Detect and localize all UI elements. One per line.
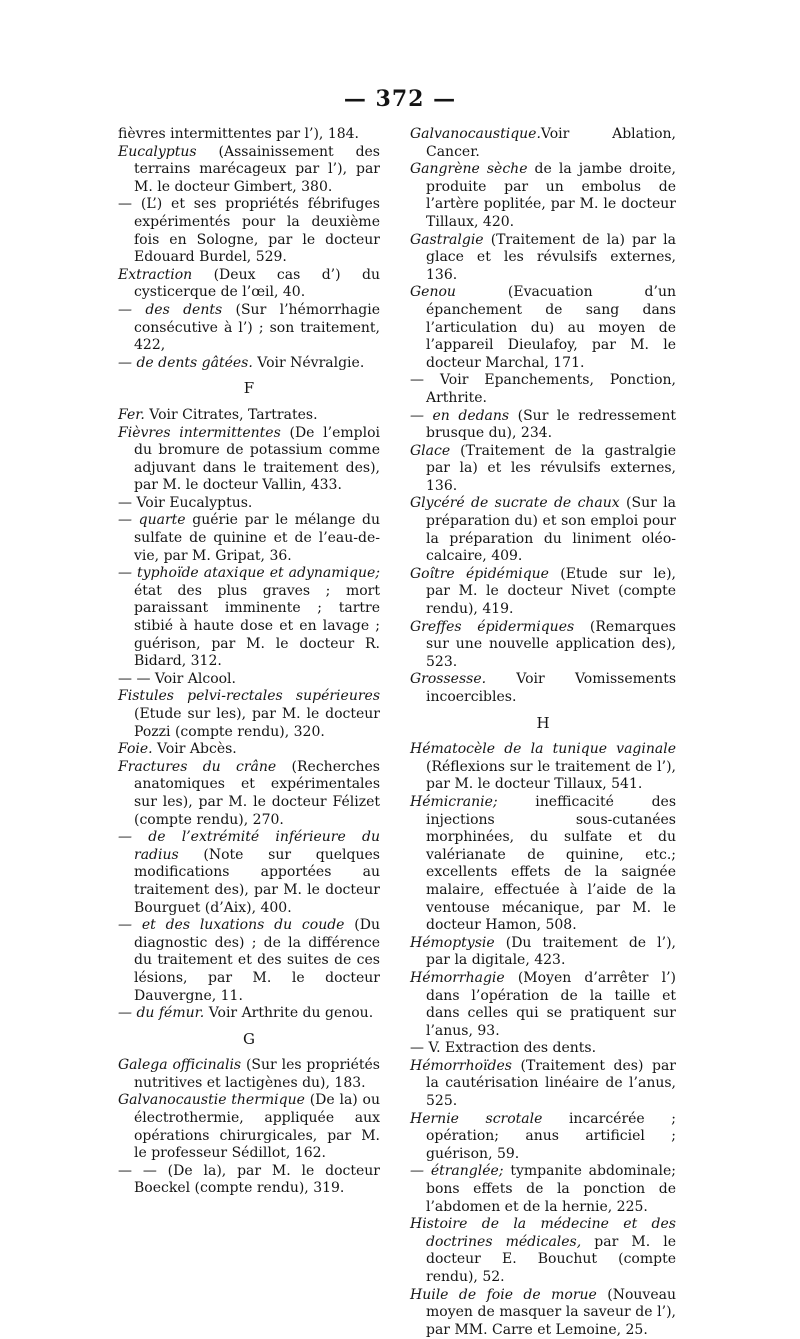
entry-term: Hémorrhoïdes	[410, 1057, 512, 1074]
entry-term: Gastralgie	[410, 231, 484, 248]
entry-text: de la jambe droite, produite par un embolus de l’artère poplitée, par M. le docteur Tillaux, 420.	[426, 161, 676, 230]
index-entry	[118, 917, 380, 1005]
entry-term: Hémorrhagie	[410, 969, 505, 986]
entry-text: Voir Névralgie.	[252, 354, 365, 371]
entry-term: Huile de foie de morue	[410, 1286, 597, 1303]
entry-text: (Traitement de la gastralgie par la) et les révulsifs externes, 136.	[426, 442, 676, 494]
entry-text: état des plus graves ; mort paraissant imminente ; tartre stibié à haute dose et en lavage ; guérison, par M. le docteur R. Bidard, 312.	[134, 582, 380, 670]
entry-text: (Sur la préparation du) et son emploi pour la préparation du liniment oléo-calcaire, 409.	[426, 495, 676, 565]
index-entry	[410, 408, 676, 443]
entry-term: Fractures du crâne	[118, 758, 277, 775]
entry-text: (Nouveau moyen de masquer la saveur de l’), par MM. Carre et Lemoine, 25.	[426, 1286, 676, 1338]
page-number: — 372 —	[343, 86, 457, 112]
entry-text: (Du diagnostic des) ; de la différence du traitement et des suites de ces lésions, par M. le docteur Dauvergne, 11.	[134, 917, 380, 1004]
section-letter: H	[536, 713, 550, 732]
entry-term: — en dedans	[410, 407, 510, 424]
entry-term: Greffes épidermiques	[410, 618, 575, 635]
index-entry	[410, 232, 676, 285]
entry-term: Grossesse.	[410, 671, 487, 688]
entry-term: — du fémur.	[118, 1005, 205, 1022]
index-entry	[118, 512, 380, 565]
entry-term: — de dents gâtées.	[118, 354, 253, 371]
entry-term: Fer.	[118, 406, 145, 423]
entry-text: (Sur les propriétés nutritives et lactigènes du), 183.	[134, 1057, 380, 1091]
entry-text: (Evacuation d’un épanchement de sang dans l’articulation du) au moyen de l’appareil Dieulafoy, par M. le docteur Marchal, 171.	[426, 284, 676, 371]
index-entry	[118, 495, 380, 513]
entry-text: Voir Ablation, Cancer.	[426, 126, 676, 160]
entry-text: guérie par le mélange du sulfate de quinine et de l’eau-de-vie, par M. Gripat, 36.	[134, 512, 380, 564]
index-entry	[410, 443, 676, 496]
index-entry	[118, 1163, 380, 1198]
index-entry	[410, 619, 676, 672]
entry-term: Genou	[410, 284, 456, 301]
index-entry	[410, 1287, 676, 1339]
index-entry	[410, 566, 676, 619]
entry-text: (Remarques sur une nouvelle application des), 523.	[426, 618, 676, 670]
entry-text: (Note sur quelques modifications apportées au traitement des), par M. le docteur Bourguet (d’Aix), 400.	[134, 846, 380, 916]
entry-term: Galvanocaustie thermique	[118, 1092, 305, 1109]
entry-text: (Recherches anatomiques et expérimentales sur les), par M. le docteur Félizet (compte rendu), 270.	[134, 758, 380, 828]
index-column-right	[410, 126, 676, 1339]
entry-term: Hématocèle de la tunique vaginale	[410, 741, 676, 758]
entry-text: tympanite abdominale; bons effets de la ponction de l’abdomen et de la hernie, 225.	[426, 1163, 676, 1215]
index-entry	[410, 372, 676, 407]
index-entry	[118, 671, 380, 689]
section-letter: F	[243, 379, 255, 398]
entry-text: (Réflexions sur le traitement de l’), par M. le docteur Tillaux, 541.	[426, 758, 676, 793]
entry-term: — quarte	[118, 512, 186, 529]
index-entry	[410, 1040, 676, 1058]
entry-term: Galvanocaustique.	[410, 126, 541, 142]
entry-term: Histoire de la médecine et des doctrines médicales,	[410, 1216, 676, 1250]
index-entry	[118, 407, 380, 425]
index-entry	[410, 1058, 676, 1111]
entry-text: Voir Abcès.	[152, 741, 237, 758]
index-column-left	[118, 126, 380, 1198]
index-entry	[118, 759, 380, 829]
entry-term: Goître épidémique	[410, 565, 549, 582]
entry-text: (Sur l’hémorrhagie consécutive à l’) ; son traitement, 422,	[134, 301, 380, 354]
entry-text: (Etude sur les), par M. le docteur Pozzi (compte rendu), 320.	[134, 706, 380, 740]
index-entry	[118, 302, 380, 355]
entry-text: (Deux cas d’) du cysticerque de l’œil, 40.	[134, 266, 380, 301]
entry-text: — Voir Eucalyptus.	[118, 494, 253, 511]
entry-text: (Moyen d’arrêter l’) dans l’opération de la taille et dans celles qui se pratiquent sur l’anus, 93.	[426, 969, 676, 1039]
entry-term: Foie.	[118, 741, 153, 758]
index-entry	[410, 495, 676, 565]
entry-text: (Traitement des) par la cautérisation linéaire de l’anus, 525.	[426, 1057, 676, 1110]
entry-term: Hémicranie;	[410, 793, 498, 810]
index-entry	[410, 935, 676, 970]
entry-text: (De l’emploi du bromure de potassium comme adjuvant dans le traitement des), par M. le docteur Vallin, 433.	[134, 424, 380, 494]
index-entry	[118, 565, 380, 671]
index-entry	[410, 671, 676, 706]
entry-text: — Voir Epanchements, Ponction, Arthrite.	[410, 372, 676, 406]
index-entry	[118, 355, 380, 373]
entry-text: (Traitement de la) par la glace et les révulsifs externes, 136.	[426, 231, 676, 283]
entry-term: Galega officinalis	[118, 1057, 242, 1074]
index-entry	[118, 425, 380, 495]
entry-text: Voir Citrates, Tartrates.	[144, 406, 318, 423]
entry-term: Fistules pelvi-rectales supérieures	[118, 688, 380, 705]
entry-text: (Sur le redressement brusque du), 234.	[426, 407, 676, 442]
entry-term: Eucalyptus	[118, 143, 197, 160]
entry-text: — (L’) et ses propriétés fébrifuges expérimentés pour la deuxième fois en Sologne, par le docteur Edouard Burdel, 529.	[118, 196, 380, 266]
entry-term: — typhoïde ataxique et adynamique;	[118, 565, 380, 582]
entry-term: — des dents	[118, 301, 223, 318]
index-entry	[118, 1005, 380, 1023]
entry-term: Extraction	[118, 266, 193, 283]
entry-term: Fièvres intermittentes	[118, 424, 281, 441]
entry-term: Glycéré de sucrate de chaux	[410, 495, 620, 512]
index-entry	[410, 1216, 676, 1286]
entry-term: Gangrène sèche	[410, 161, 528, 178]
index-entry	[118, 144, 380, 197]
index-entry	[118, 1057, 380, 1092]
entry-text: (Du traitement de l’), par la digitale, 423.	[426, 934, 676, 969]
entry-text: (Assainissement des terrains marécageux par l’), par M. le docteur Gimbert, 380.	[134, 143, 380, 195]
entry-text: inefficacité des injections sous-cutanées morphinées, du sulfate et du valérianate de quinine, etc.; excellents effets de la saignée malaire, effectuée à l’aide de la ventouse mécanique, par M. le docteur Hamon, 508.	[426, 793, 676, 934]
entry-term: Glace	[410, 442, 451, 459]
entry-term: — de l’extrémité inférieure du radius	[118, 829, 380, 863]
index-entry	[410, 126, 676, 161]
entry-text: par M. le docteur E. Bouchut (compte rendu), 52.	[426, 1233, 676, 1285]
index-entry	[118, 741, 380, 759]
index-entry	[410, 284, 676, 372]
index-entry	[118, 688, 380, 741]
entry-text: fièvres intermittentes par l’), 184.	[118, 126, 360, 142]
entry-text: Voir Arthrite du genou.	[204, 1005, 374, 1022]
entry-text: Voir Vomissements incoercibles.	[426, 671, 676, 705]
index-entry	[410, 741, 676, 794]
index-entry	[410, 1111, 676, 1164]
entry-text: (Etude sur le), par M. le docteur Nivet (compte rendu), 419.	[426, 565, 676, 618]
index-entry	[410, 1163, 676, 1216]
index-entry	[118, 829, 380, 917]
entry-term: — étranglée;	[410, 1163, 504, 1180]
section-letter: G	[243, 1029, 255, 1048]
index-entry	[410, 970, 676, 1040]
entry-text: — — (De la), par M. le docteur Boeckel (compte rendu), 319.	[118, 1162, 380, 1197]
index-entry	[118, 267, 380, 302]
index-entry	[118, 196, 380, 266]
entry-text: — — Voir Alcool.	[118, 670, 236, 687]
index-entry	[410, 161, 676, 231]
index-entry	[118, 1092, 380, 1162]
entry-text: (De la) ou électrothermie, appliquée aux opérations chirurgicales, par M. le professeur Sédillot, 162.	[134, 1092, 380, 1162]
entry-term: Hernie scrotale	[410, 1110, 543, 1127]
entry-text: — V. Extraction des dents.	[410, 1040, 597, 1057]
entry-term: — et des luxations du coude	[118, 917, 345, 934]
index-entry	[410, 794, 676, 935]
entry-text: incarcérée ; opération; anus artificiel ; guérison, 59.	[426, 1110, 676, 1162]
entry-term: Hémoptysie	[410, 934, 495, 951]
index-entry	[118, 126, 380, 144]
